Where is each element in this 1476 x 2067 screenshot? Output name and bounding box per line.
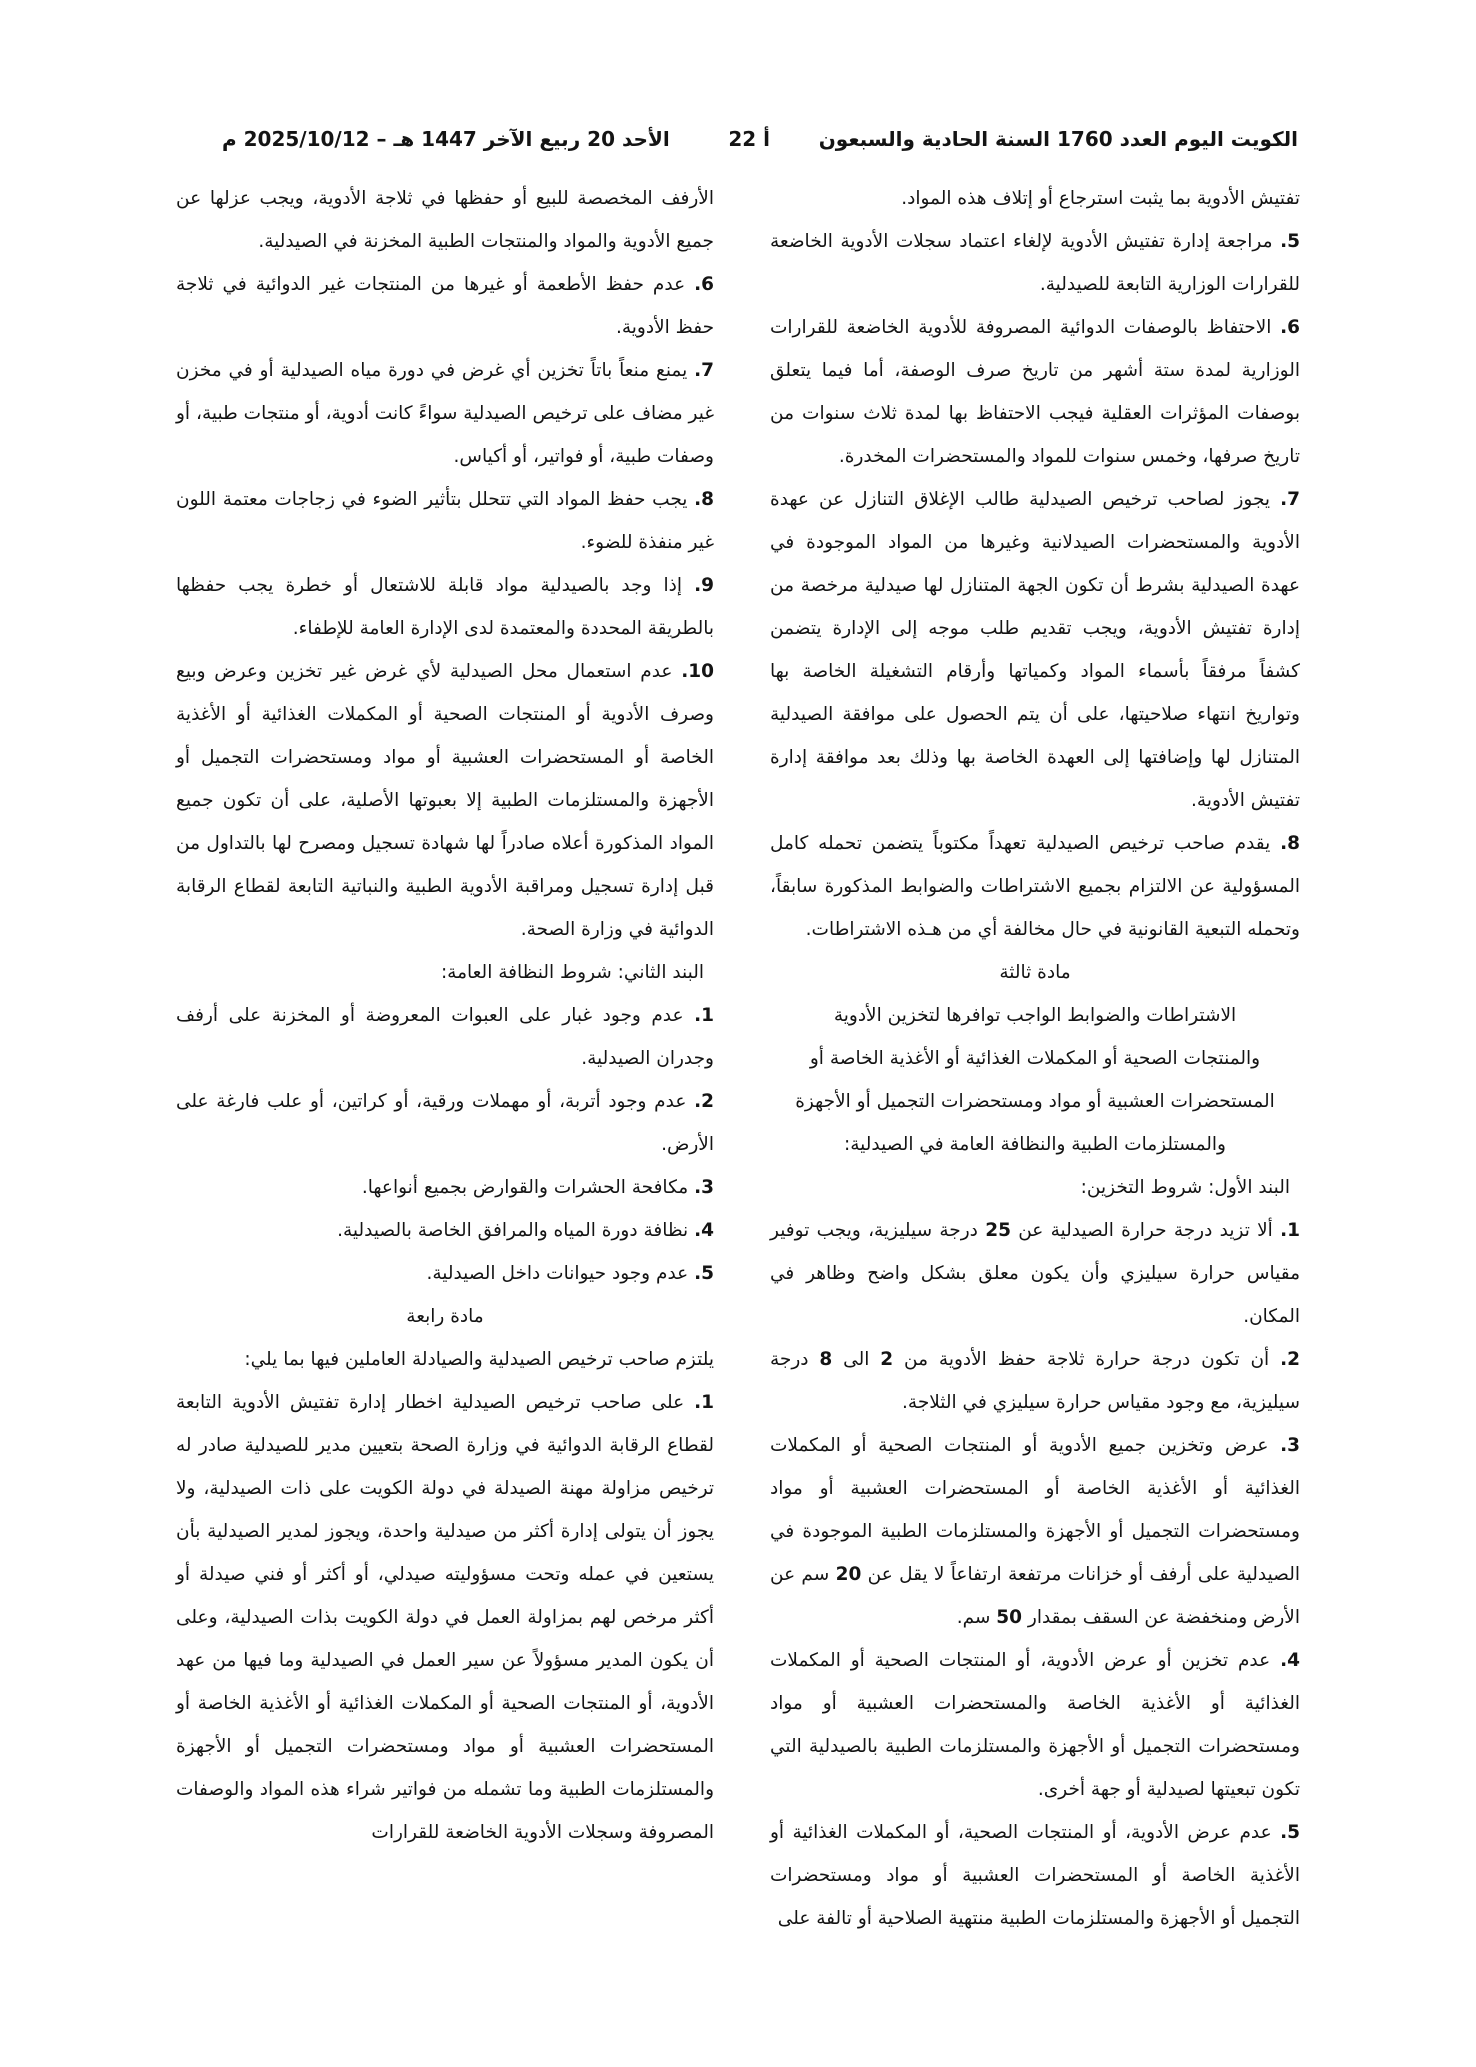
left-column	[176, 177, 714, 1854]
item-number: 4.	[694, 1220, 714, 1241]
list-item	[176, 1166, 714, 1209]
item-text: سم عن الأرض ومنخفضة عن السقف بمقدار	[770, 1564, 1300, 1628]
right-column	[770, 177, 1300, 1940]
item-text: يجوز لصاحب ترخيص الصيدلية طالب الإغلاق التنازل عن عهدة الأدوية والمستحضرات الصيدلانية وغيرها من المواد الموجودة في عهدة الصيدلية بشرط أن تكون الجهة المتنازل لها صيدلية مرخصة من إدارة تفتيش الأدوية، ويجب تقديم طلب موجه إلى الإدارة يتضمن كشفاً مرفقاً بأسماء المواد وكمياتها وأرقام التشغيلة الخاصة بها وتواريخ انتهاء صلاحيتها، على أن يتم الحصول على موافقة الصيدلية المتنازل لها وإضافتها إلى العهدة الخاصة بها وذلك بعد موافقة إدارة تفتيش الأدوية.	[770, 489, 1300, 811]
list-item	[770, 478, 1300, 822]
list-item	[770, 1338, 1300, 1424]
item-number: 5.	[1280, 1822, 1300, 1843]
article-title: مادة رابعة	[406, 1306, 484, 1327]
item-number: 1.	[694, 1005, 714, 1026]
item-number: 7.	[1280, 489, 1300, 510]
item-number: 5.	[694, 1263, 714, 1284]
item-text: يقدم صاحب ترخيص الصيدلية تعهداً مكتوباً يتضمن تحمله كامل المسؤولية عن الالتزام بجميع الاشتراطات والضوابط المذكورة سابقاً، وتحمله التبعية القانونية في حال مخالفة أي من هـذه الاشتراطات.	[770, 833, 1300, 940]
item-text: عدم تخزين أو عرض الأدوية، أو المنتجات الصحية أو المكملات الغذائية أو الأغذية الخاصة والمستحضرات العشبية أو مواد ومستحضرات التجميل أو الأجهزة والمستلزمات الطبية بالصيدلية التي تكون تبعيتها لصيدلية أو جهة أخرى.	[770, 1650, 1300, 1800]
inline-number: 2	[880, 1349, 894, 1370]
article-intro: يلتزم صاحب ترخيص الصيدلية والصيادلة العاملين فيها بما يلي:	[244, 1349, 714, 1370]
item-number: 6.	[1280, 317, 1300, 338]
list-item	[176, 1209, 714, 1252]
item-number: 8.	[1280, 833, 1301, 854]
clause-title: البند الأول: شروط التخزين:	[1080, 1177, 1290, 1198]
item-text: مكافحة الحشرات والقوارض بجميع أنواعها.	[361, 1177, 689, 1198]
list-item	[770, 822, 1300, 951]
list-item	[770, 220, 1300, 306]
item-text: يمنع منعاً باتاً تخزين أي غرض في دورة مياه الصيدلية أو في مخزن غير مضاف على ترخيص الصيدلية سواءً كانت أدوية، أو منتجات طبية، أو وصفات طبية، أو فواتير، أو أكياس.	[176, 360, 714, 467]
item-text: سم.	[956, 1607, 997, 1628]
item-number: 9.	[694, 575, 714, 596]
item-number: 3.	[694, 1177, 714, 1198]
item-text: مراجعة إدارة تفتيش الأدوية لإلغاء اعتماد سجلات الأدوية الخاضعة للقرارات الوزارية التابعة للصيدلية.	[770, 231, 1300, 295]
item-text: عدم استعمال محل الصيدلية لأي غرض غير تخزين وعرض وبيع وصرف الأدوية أو المنتجات الصحية أو المكملات الغذائية أو الأغذية الخاصة أو المستحضرات العشبية أو مواد ومستحضرات التجميل أو الأجهزة والمستلزمات الطبية إلا بعبوتها الأصلية، على أن تكون جميع المواد المذكورة أعلاه صادراً لها شهادة تسجيل ومصرح لها بالتداول من قبل إدارة تسجيل ومراقبة الأدوية الطبية والنباتية التابعة لقطاع الرقابة الدوائية في وزارة الصحة.	[176, 661, 714, 940]
item-text: أن تكون درجة حرارة ثلاجة حفظ الأدوية من	[893, 1349, 1270, 1370]
item-text: عدم وجود أتربة، أو مهملات ورقية، أو كراتين، أو علب فارغة على الأرض.	[176, 1091, 714, 1155]
header-page-number: أ 22	[728, 127, 770, 151]
list-item	[770, 1639, 1300, 1811]
item-number: 5.	[1280, 231, 1300, 252]
item-number: 1.	[1280, 1220, 1301, 1241]
item-number: 2.	[694, 1091, 714, 1112]
item-text: درجة سيليزية، ويجب توفير مقياس حرارة سيليزي وأن يكون معلق بشكل واضح وظاهر في المكان.	[770, 1220, 1300, 1327]
item-text: عدم عرض الأدوية، أو المنتجات الصحية، أو المكملات الغذائية أو الأغذية الخاصة أو المستحضرات العشبية أو مواد ومستحضرات التجميل أو الأجهزة والمستلزمات الطبية منتهية الصلاحية أو تالفة على	[770, 1822, 1300, 1929]
item-text: إذا وجد بالصيدلية مواد قابلة للاشتعال أو خطرة يجب حفظها بالطريقة المحددة والمعتمدة لدى الإدارة العامة للإطفاء.	[176, 575, 714, 639]
header-publication: الكويت اليوم العدد 1760 السنة الحادية والسبعون	[818, 127, 1298, 151]
item-text: الى	[832, 1349, 881, 1370]
inline-number: 20	[835, 1564, 862, 1585]
continuation-paragraph: الأرفف المخصصة للبيع أو حفظها في ثلاجة الأدوية، ويجب عزلها عن جميع الأدوية والمواد والمنتجات الطبية المخزنة في الصيدلية.	[176, 188, 714, 252]
list-item	[176, 263, 714, 349]
item-number: 10.	[681, 661, 714, 682]
list-item	[770, 306, 1300, 478]
inline-number: 25	[985, 1220, 1011, 1241]
item-text: درجة سيليزية، مع وجود مقياس حرارة سيليزي في الثلاجة.	[770, 1349, 1300, 1413]
item-text: عدم حفظ الأطعمة أو غيرها من المنتجات غير الدوائية في ثلاجة حفظ الأدوية.	[176, 274, 714, 338]
article-title: مادة ثالثة	[999, 962, 1071, 983]
inline-number: 50	[996, 1607, 1023, 1628]
list-item	[176, 650, 714, 951]
list-item	[176, 994, 714, 1080]
item-number: 4.	[1280, 1650, 1300, 1671]
list-item	[770, 1811, 1300, 1940]
item-number: 8.	[694, 489, 714, 510]
item-number: 3.	[1280, 1435, 1300, 1456]
item-text: ألا تزيد درجة حرارة الصيدلية عن	[1010, 1220, 1273, 1241]
list-item	[176, 478, 714, 564]
item-text: نظافة دورة المياه والمرافق الخاصة بالصيدلية.	[337, 1220, 689, 1241]
list-item	[176, 1080, 714, 1166]
list-item	[770, 1424, 1300, 1639]
clause-title: البند الثاني: شروط النظافة العامة:	[440, 962, 704, 983]
item-text: يجب حفظ المواد التي تتحلل بتأثير الضوء في زجاجات معتمة اللون غير منفذة للضوء.	[176, 489, 714, 553]
list-item	[176, 1252, 714, 1295]
list-item	[176, 1381, 714, 1854]
item-text: عرض وتخزين جميع الأدوية أو المنتجات الصحية أو المكملات الغذائية أو الأغذية الخاصة أو المستحضرات العشبية أو مواد ومستحضرات التجميل أو الأجهزة والمستلزمات الطبية الموجودة في الصيدلية على أرفف أو خزانات مرتفعة ارتفاعاً لا يقل عن	[770, 1435, 1300, 1585]
item-number: 2.	[1280, 1349, 1300, 1370]
item-number: 1.	[694, 1392, 714, 1413]
inline-number: 8	[819, 1349, 833, 1370]
article-intro: الاشتراطات والضوابط الواجب توافرها لتخزين الأدوية والمنتجات الصحية أو المكملات الغذائية أو الأغذية الخاصة أو المستحضرات العشبية أو مواد ومستحضرات التجميل أو الأجهزة والمستلزمات الطبية والنظافة العامة في الصيدلية:	[795, 1005, 1275, 1155]
item-number: 7.	[694, 360, 714, 381]
continuation-paragraph: تفتيش الأدوية بما يثبت استرجاع أو إتلاف هذه المواد.	[901, 188, 1300, 209]
item-number: 6.	[694, 274, 714, 295]
header-date: الأحد 20 ربيع الآخر 1447 هـ – 2025/10/12 م	[222, 127, 670, 151]
list-item	[770, 1209, 1300, 1338]
list-item	[176, 349, 714, 478]
item-text: عدم وجود غبار على العبوات المعروضة أو المخزنة على أرفف وجدران الصيدلية.	[176, 1005, 714, 1069]
item-text: على صاحب ترخيص الصيدلية اخطار إدارة تفتيش الأدوية التابعة لقطاع الرقابة الدوائية في وزارة الصحة بتعيين مدير للصيدلية صادر له ترخيص مزاولة مهنة الصيدلة في دولة الكويت على ذات الصيدلية، ولا يجوز أن يتولى إدارة أكثر من صيدلية واحدة، ويجوز لمدير الصيدلية بأن يستعين في عمله وتحت مسؤوليته صيدلي، أو أكثر أو فني صيدلة أو أكثر مرخص لهم بمزاولة العمل في دولة الكويت بذات الصيدلية، وعلى أن يكون المدير مسؤولاً عن سير العمل في الصيدلية وما فيها من عهد الأدوية، أو المنتجات الصحية أو المكملات الغذائية أو الأغذية الخاصة أو المستحضرات العشبية أو مواد ومستحضرات التجميل أو الأجهزة والمستلزمات الطبية وما تشمله من فواتير شراء هذه المواد والوصفات المصروفة وسجلات الأدوية الخاضعة للقرارات	[176, 1392, 714, 1843]
item-text: الاحتفاظ بالوصفات الدوائية المصروفة للأدوية الخاضعة للقرارات الوزارية لمدة ستة أشهر من تاريخ صرف الوصفة، أما فيما يتعلق بوصفات المؤثرات العقلية فيجب الاحتفاظ بها لمدة ثلاث سنوات من تاريخ صرفها، وخمس سنوات للمواد والمستحضرات المخدرة.	[770, 317, 1300, 467]
item-text: عدم وجود حيوانات داخل الصيدلية.	[426, 1263, 689, 1284]
list-item	[176, 564, 714, 650]
